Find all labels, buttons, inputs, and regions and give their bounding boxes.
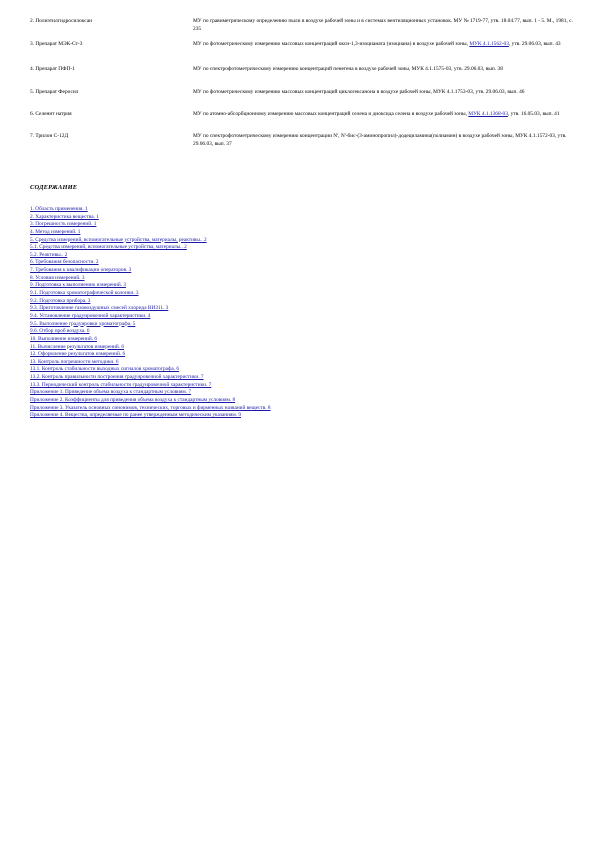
toc-item	[30, 389, 570, 397]
toc-item	[30, 405, 570, 413]
toc-item	[30, 221, 570, 229]
toc-link[interactable]: 4. Метод измерений. 1	[30, 228, 81, 235]
toc-link[interactable]: 10. Выполнение измерений. 6	[30, 335, 97, 342]
toc-link[interactable]: Приложение 2. Коэффициенты для приведения объема воздуха к стандартным условиям. 8	[30, 397, 236, 404]
muk-link[interactable]: МУК 4.1.1368-03	[468, 111, 508, 117]
toc-item	[30, 374, 570, 382]
toc-link[interactable]: 5. Средства измерений, вспомогательные устройства, материалы, реактивы.. 2	[30, 236, 207, 243]
method-text: МУ по спектрофотометрическому измерению концентрации N', N'-бис-(3-аминопропил)-додециламина(полиамин) в воздухе рабочей зоны, МУК 4.1.1572-03, утв. 29.06.03, вып. 37	[193, 133, 567, 148]
toc-item	[30, 313, 570, 321]
toc-link[interactable]: Приложение 4. Вещества, определяемые по ранее утвержденным методическим указаниям. 9	[30, 412, 242, 419]
substance-name: 3. Препарат МЭК-Ст-3	[30, 41, 83, 47]
toc-item	[30, 412, 570, 420]
toc-link[interactable]: 7. Требования к квалификации операторов. 3	[30, 267, 132, 274]
toc-link[interactable]: 11. Вычисление результатов измерений. 6	[30, 343, 125, 350]
toc-item	[30, 214, 570, 222]
toc-link[interactable]: 13. Контроль погрешности методики. 6	[30, 358, 119, 365]
toc-link[interactable]: 9.3. Приготовление газовоздушных смесей хлорида ВИЗ11. 3	[30, 305, 169, 312]
toc-link[interactable]: 9.5. Выполнение градуировки хроматографа. 5	[30, 320, 136, 327]
method-text: МУ по гравиметрическому определению пыли в воздухе рабочей зоны и в системах вентиляционных установок. МУ № 1719-77, утв. 18.04.77, вып. 1 - 5. М., 1981, с. 235	[193, 18, 573, 33]
toc-item	[30, 206, 570, 214]
toc-item	[30, 259, 570, 267]
toc-item	[30, 282, 570, 290]
toc-link[interactable]: 13.1. Контроль стабильности выходных сигналов хроматографа. 6	[30, 366, 180, 373]
toc-link[interactable]: 9.2. Подготовка прибора. 3	[30, 297, 91, 304]
toc-link[interactable]: 12. Оформление результатов измерений. 6	[30, 351, 126, 358]
toc-link[interactable]: 5.1. Средства измерений, вспомогательные устройства, материалы.. 2	[30, 244, 187, 251]
toc-item	[30, 321, 570, 329]
substance-name: 4. Препарат ПФП-1	[30, 66, 75, 72]
method-description	[193, 17, 573, 34]
toc-link[interactable]: 3. Погрешность измерений. 1	[30, 221, 97, 228]
toc-item	[30, 351, 570, 359]
toc-item	[30, 244, 570, 252]
toc-item	[30, 336, 570, 344]
toc-item	[30, 366, 570, 374]
method-description	[193, 65, 573, 73]
toc-link[interactable]: 2. Характеристика вещества. 1	[30, 213, 99, 220]
method-description	[193, 88, 573, 96]
method-text-tail: , утв. 16.05.03, вып. 41	[507, 111, 560, 117]
toc-item	[30, 290, 570, 298]
method-description	[193, 40, 573, 48]
toc-link[interactable]: Приложение 3. Указатель основных синонимов, технических, торговых и фирменных названий веществ. 8	[30, 404, 271, 411]
toc-link[interactable]: 9. Подготовка к выполнению измерений. 3	[30, 282, 127, 289]
method-text: МУ по атомно-абсорбционному измерению массовых концентраций селена и диоксида селена в воздухе рабочей зоны,	[193, 111, 469, 117]
method-text: МУ по фотометрическому измерению массовых концентраций окси-1,3-изоцианата (изоциана) в воздухе рабочей зоны,	[193, 41, 470, 47]
method-description	[193, 110, 573, 118]
toc-item	[30, 267, 570, 275]
toc-title: СОДЕРЖАНИЕ	[30, 184, 78, 191]
toc-item	[30, 305, 570, 313]
toc-link[interactable]: 9.4. Установление градуировочной характеристики. 4	[30, 312, 151, 319]
method-text-tail: , утв. 29.06.03, вып. 43	[508, 41, 561, 47]
toc-link[interactable]: 13.3. Периодический контроль стабильности градуировочной характеристики. 7	[30, 381, 212, 388]
toc-link[interactable]: 9.6. Отбор проб воздуха. 6	[30, 328, 90, 335]
substance-name: 6. Селеннт натрия	[30, 111, 72, 117]
toc-link[interactable]: Приложение 1. Приведение объема воздуха к стандартным условиям. 7	[30, 389, 192, 396]
method-text: МУ по спектрофотометрическому измерению концентраций пенегена в воздухе рабочей зоны, МУК 4.1.1575-03, утв. 29.06.03, вып. 38	[193, 66, 503, 72]
substance-name: 5. Препарат Феросил	[30, 89, 79, 95]
toc-link[interactable]: 13.2. Контроль правильности построения градуировочной характеристики. 7	[30, 374, 204, 381]
toc-item	[30, 252, 570, 260]
toc-link[interactable]: 6. Требования безопасности. 2	[30, 259, 99, 266]
toc-item	[30, 397, 570, 405]
table-of-contents	[30, 206, 570, 420]
method-description	[193, 132, 573, 149]
muk-link[interactable]: МУК 4.1.1562-03	[469, 41, 509, 47]
substance-name: 2. Полиэтилгидросилоксан	[30, 18, 92, 24]
method-text: МУ по фотометрическому измерению массовых концентраций циклогексанона в воздухе рабочей зоны, МУК 4.1.1753-03, утв. 29.06.03, вып. 46	[193, 89, 525, 95]
toc-item	[30, 229, 570, 237]
toc-link[interactable]: 5.2. Реактивы.. 2	[30, 251, 68, 258]
toc-link[interactable]: 1. Область применения. 1	[30, 206, 88, 212]
substance-name: 7. Трилон С-12Д	[30, 133, 69, 139]
toc-link[interactable]: 9.1. Подготовка хроматографической колонки. 3	[30, 290, 139, 297]
toc-item	[30, 328, 570, 336]
toc-link[interactable]: 8. Условия измерений. 3	[30, 274, 85, 281]
